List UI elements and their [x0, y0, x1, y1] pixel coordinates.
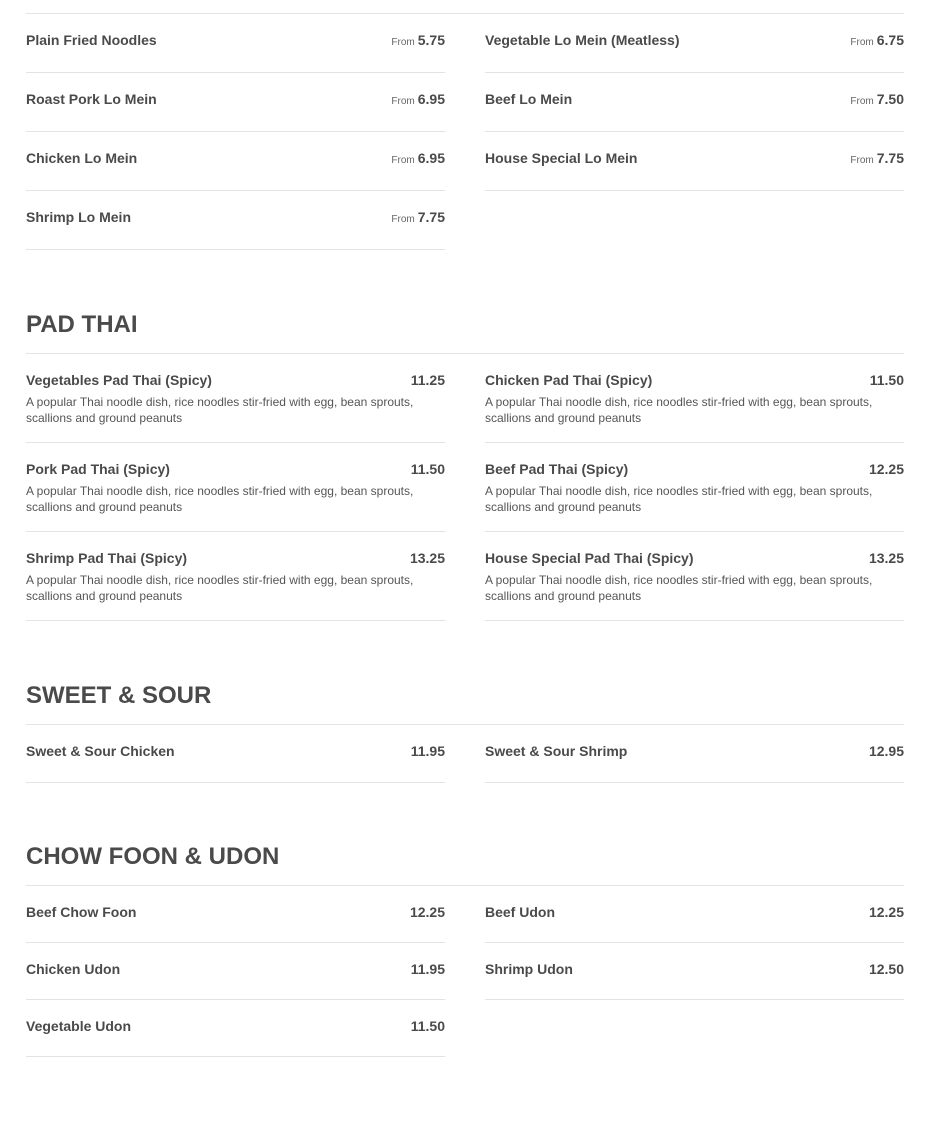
price-from-label: From — [391, 37, 415, 48]
menu-column-right — [485, 354, 904, 621]
menu-item-price — [391, 91, 445, 107]
menu-item-price: 11.95 — [410, 743, 445, 759]
menu-item-house-special-lo-mein[interactable] — [485, 132, 904, 191]
menu-item-header — [485, 91, 904, 107]
menu-item-name[interactable]: Chicken Udon — [26, 961, 121, 977]
menu-item-header — [485, 743, 904, 759]
menu-item-description: A popular Thai noodle dish, rice noodles stir-fried with egg, bean sprouts, scallions and ground peanuts — [26, 484, 414, 514]
menu-item-header — [485, 961, 904, 977]
menu-item-price — [391, 150, 445, 166]
menu-item-header — [485, 32, 904, 48]
menu-item-price — [850, 150, 904, 166]
menu-item-price — [850, 32, 904, 48]
menu-item-name[interactable]: Vegetable Udon — [26, 1018, 132, 1034]
section-title: SWEET & SOUR — [26, 682, 212, 709]
menu-item-header — [26, 743, 445, 759]
menu-item-name[interactable]: House Special Pad Thai (Spicy) — [485, 550, 694, 566]
menu-item-header — [26, 32, 445, 48]
menu-item-price — [850, 91, 904, 107]
menu-item-plain-fried-noodles[interactable] — [26, 14, 445, 73]
price-value: 7.50 — [876, 91, 904, 107]
menu-item-price: 12.25 — [409, 904, 445, 920]
menu-item-header — [26, 550, 445, 566]
menu-item-name[interactable]: Sweet & Sour Shrimp — [485, 743, 628, 759]
price-value: 7.75 — [876, 150, 904, 166]
price-from-label: From — [391, 214, 415, 225]
menu-item-description: A popular Thai noodle dish, rice noodles stir-fried with egg, bean sprouts, scallions and ground peanuts — [26, 395, 414, 425]
menu-item-price — [391, 32, 445, 48]
menu-item-beef-udon[interactable] — [485, 886, 904, 943]
menu-item-header — [26, 961, 445, 977]
menu-item-beef-chow-foon[interactable] — [26, 886, 445, 943]
menu-item-header — [26, 461, 445, 477]
menu-item-price: 12.50 — [868, 961, 904, 977]
price-value: 5.75 — [417, 32, 445, 48]
menu-item-price: 11.50 — [410, 1018, 445, 1034]
menu-item-price: 13.25 — [409, 550, 445, 566]
section-title: CHOW FOON & UDON — [26, 843, 280, 870]
price-value: 6.95 — [417, 150, 445, 166]
menu-column-left — [26, 14, 445, 250]
menu-item-beef-pad-thai[interactable] — [485, 443, 904, 532]
menu-item-price: 12.25 — [868, 904, 904, 920]
price-from-label: From — [850, 155, 874, 166]
section-title: PAD THAI — [26, 311, 138, 338]
menu-grid — [26, 886, 904, 1057]
menu-item-sweet-sour-shrimp[interactable] — [485, 725, 904, 783]
menu-item-price: 11.50 — [410, 461, 445, 477]
menu-item-description: A popular Thai noodle dish, rice noodles stir-fried with egg, bean sprouts, scallions and ground peanuts — [485, 484, 873, 514]
menu-item-name[interactable]: Beef Udon — [485, 904, 555, 920]
menu-column-right — [485, 14, 904, 250]
menu-item-header — [485, 904, 904, 920]
price-from-label: From — [391, 96, 415, 107]
menu-grid — [26, 14, 904, 250]
menu-item-name[interactable]: House Special Lo Mein — [485, 150, 638, 166]
menu-item-vegetable-udon[interactable] — [26, 1000, 445, 1057]
menu-item-name[interactable]: Shrimp Udon — [485, 961, 573, 977]
menu-item-name[interactable]: Beef Pad Thai (Spicy) — [485, 461, 629, 477]
menu-item-header — [26, 1018, 445, 1034]
menu-item-name[interactable]: Roast Pork Lo Mein — [26, 91, 157, 107]
menu-item-price: 12.25 — [868, 461, 904, 477]
price-from-label: From — [391, 155, 415, 166]
menu-item-description: A popular Thai noodle dish, rice noodles stir-fried with egg, bean sprouts, scallions and ground peanuts — [26, 573, 414, 603]
menu-item-header — [485, 372, 904, 388]
menu-item-name[interactable]: Chicken Lo Mein — [26, 150, 138, 166]
menu-item-header — [26, 150, 445, 166]
menu-item-header — [26, 372, 445, 388]
price-value: 7.75 — [417, 209, 445, 225]
menu-item-shrimp-lo-mein[interactable] — [26, 191, 445, 250]
menu-item-price — [391, 209, 445, 225]
menu-item-name[interactable]: Plain Fried Noodles — [26, 32, 157, 48]
menu-item-name[interactable]: Shrimp Lo Mein — [26, 209, 131, 225]
menu-column-left — [26, 354, 445, 621]
menu-item-name[interactable]: Pork Pad Thai (Spicy) — [26, 461, 170, 477]
menu-item-shrimp-udon[interactable] — [485, 943, 904, 1000]
menu-item-price: 11.25 — [410, 372, 445, 388]
menu-column-left — [26, 725, 445, 783]
price-from-label: From — [850, 96, 874, 107]
menu-item-vegetables-pad-thai[interactable] — [26, 354, 445, 443]
menu-item-name[interactable]: Chicken Pad Thai (Spicy) — [485, 372, 653, 388]
menu-item-header — [485, 550, 904, 566]
section-chow-foon-udon — [26, 843, 904, 1057]
menu-item-pork-pad-thai[interactable] — [26, 443, 445, 532]
menu-item-header — [26, 904, 445, 920]
menu-item-chicken-udon[interactable] — [26, 943, 445, 1000]
menu-item-header — [485, 150, 904, 166]
menu-item-description: A popular Thai noodle dish, rice noodles stir-fried with egg, bean sprouts, scallions and ground peanuts — [485, 573, 873, 603]
menu-item-name[interactable]: Vegetable Lo Mein (Meatless) — [485, 32, 680, 48]
price-from-label: From — [850, 37, 874, 48]
menu-item-sweet-sour-chicken[interactable] — [26, 725, 445, 783]
menu-item-header — [26, 91, 445, 107]
menu-item-chicken-lo-mein[interactable] — [26, 132, 445, 191]
price-value: 6.75 — [876, 32, 904, 48]
menu-item-name[interactable]: Beef Chow Foon — [26, 904, 137, 920]
menu-item-header — [26, 209, 445, 225]
menu-grid — [26, 725, 904, 783]
menu-item-header — [485, 461, 904, 477]
menu-item-price: 11.95 — [410, 961, 445, 977]
menu-item-name[interactable]: Beef Lo Mein — [485, 91, 573, 107]
menu-column-right — [485, 725, 904, 783]
menu-item-house-special-pad-thai[interactable] — [485, 532, 904, 621]
menu-item-shrimp-pad-thai[interactable] — [26, 532, 445, 621]
menu-item-name[interactable]: Vegetables Pad Thai (Spicy) — [26, 372, 212, 388]
menu-column-right — [485, 886, 904, 1057]
menu-item-description: A popular Thai noodle dish, rice noodles stir-fried with egg, bean sprouts, scallions and ground peanuts — [485, 395, 873, 425]
section-lo-mein — [26, 14, 904, 250]
section-sweet-sour — [26, 682, 904, 783]
menu-grid — [26, 354, 904, 621]
section-pad-thai — [26, 311, 904, 621]
menu-item-price: 11.50 — [869, 372, 904, 388]
menu-item-beef-lo-mein[interactable] — [485, 73, 904, 132]
menu-column-left — [26, 886, 445, 1057]
menu-item-name[interactable]: Sweet & Sour Chicken — [26, 743, 175, 759]
menu-item-price: 12.95 — [868, 743, 904, 759]
menu-item-vegetable-lo-mein[interactable] — [485, 14, 904, 73]
menu-item-roast-pork-lo-mein[interactable] — [26, 73, 445, 132]
menu-item-chicken-pad-thai[interactable] — [485, 354, 904, 443]
menu-item-name[interactable]: Shrimp Pad Thai (Spicy) — [26, 550, 188, 566]
price-value: 6.95 — [417, 91, 445, 107]
menu-item-price: 13.25 — [868, 550, 904, 566]
